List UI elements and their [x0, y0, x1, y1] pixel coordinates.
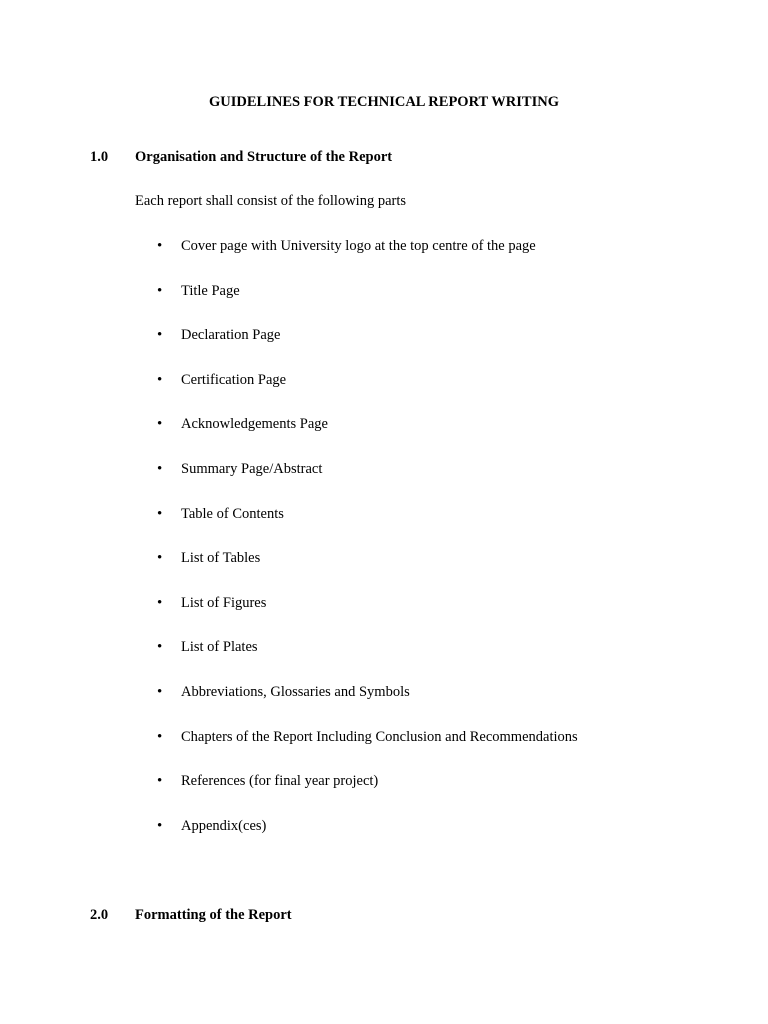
bullet-icon: •: [157, 728, 163, 745]
bullet-icon: •: [157, 594, 163, 611]
list-item-text: List of Tables: [181, 550, 261, 567]
list-item-text: Declaration Page: [181, 327, 281, 344]
bullet-icon: •: [157, 371, 163, 388]
bullet-icon: •: [157, 238, 163, 254]
list-item-text: Table of Contents: [181, 505, 284, 522]
section-intro-1: Each report shall consist of the following parts: [135, 193, 407, 209]
bullet-icon: •: [157, 639, 163, 656]
list-item-text: References (for final year project): [181, 773, 379, 790]
list-item-text: Acknowledgements Page: [181, 416, 328, 433]
list-item-text: Summary Page/Abstract: [181, 460, 323, 477]
list-item-text: Appendix(ces): [181, 817, 267, 834]
bullet-icon: •: [157, 550, 163, 567]
list-item-text: Cover page with University logo at the top centre of the page: [181, 238, 536, 254]
list-item-text: List of Figures: [181, 594, 267, 611]
bullet-icon: •: [157, 327, 163, 344]
list-item-text: Certification Page: [181, 371, 287, 388]
document-title: GUIDELINES FOR TECHNICAL REPORT WRITING: [209, 94, 559, 110]
section-number-2: 2.0: [90, 907, 109, 923]
bullet-icon: •: [157, 282, 163, 299]
list-item-text: Chapters of the Report Including Conclusion and Recommendations: [181, 728, 578, 745]
bullet-icon: •: [157, 773, 163, 790]
bullet-icon: •: [157, 817, 163, 834]
section-title-2: Formatting of the Report: [135, 907, 292, 923]
bullet-icon: •: [157, 460, 163, 477]
section-number-1: 1.0: [90, 149, 109, 165]
section-heading-2: [90, 906, 292, 924]
section-heading-1: [90, 148, 392, 166]
bullet-icon: •: [157, 683, 163, 700]
list-item-text: Abbreviations, Glossaries and Symbols: [181, 683, 410, 700]
list-item-text: Title Page: [181, 282, 240, 299]
list-item-text: List of Plates: [181, 639, 258, 656]
section-title-1: Organisation and Structure of the Report: [135, 149, 393, 165]
bullet-icon: •: [157, 416, 163, 433]
bullet-icon: •: [157, 505, 163, 522]
